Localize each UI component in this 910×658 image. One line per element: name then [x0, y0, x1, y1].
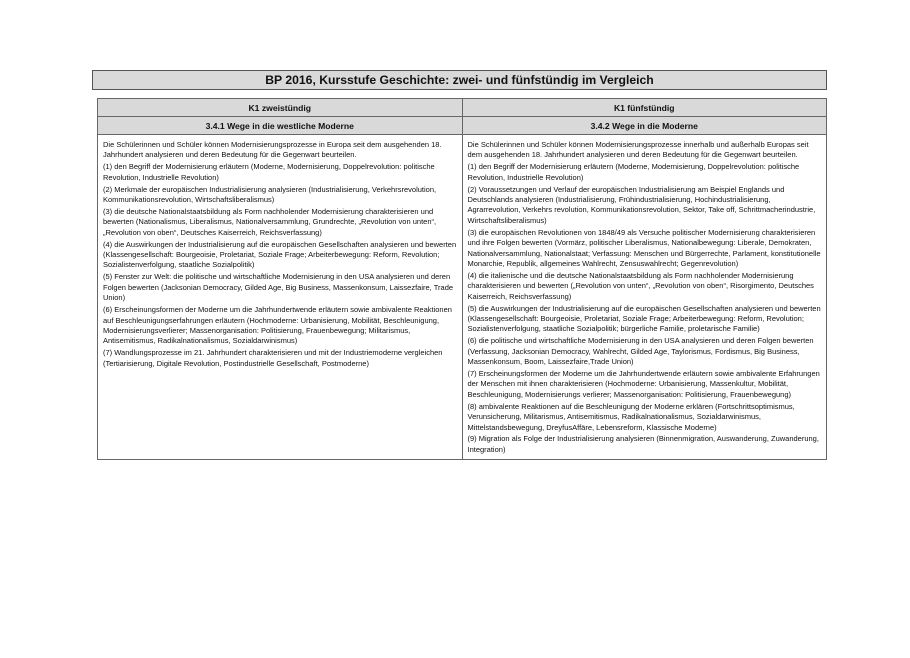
left-intro: Die Schülerinnen und Schüler können Modernisierungsprozesse in Europa seit dem ausgehenden 18. Jahrhundert analysieren und deren Bedeutung für die Gegenwart beurteilen.: [103, 140, 442, 160]
left-item-7: (7) Wandlungsprozesse im 21. Jahrhundert charakterisieren und mit der Industriemoderne vergleichen (Tertiarisierung, Digitale Revolution, Postindustrielle Gesellschaft, Postmoderne): [103, 348, 443, 368]
right-content-cell: [462, 135, 827, 460]
left-item-5: (5) Fenster zur Welt: die politische und wirtschaftliche Modernisierung in den USA analysieren und deren Folgen bewerten (Jacksonian Democracy, Gilded Age, Big Business, Massenkonsum, Laissezfaire, Trade Union): [103, 272, 454, 303]
left-item-3: (3) die deutsche Nationalstaatsbildung als Form nachholender Modernisierung charakterisieren und bewerten (Nationalismus, Liberalismus, Nationalversammlung, Grundrechte, „Revolution von unten“, „Revolution von oben“, Deutsches Kaiserreich, Reichsverfassung): [103, 206, 437, 237]
left-item-1: (1) den Begriff der Modernisierung erläutern (Moderne, Modernisierung, Doppelrevolution: politische Revolution, Industrielle Revolution): [103, 162, 435, 182]
right-unit-header: 3.4.2 Wege in die Moderne: [462, 117, 827, 135]
left-content-cell: [98, 135, 463, 460]
course-header-row: [98, 99, 827, 117]
left-course-header: K1 zweistündig: [98, 99, 463, 117]
right-item-1: (1) den Begriff der Modernisierung erläutern (Moderne, Modernisierung, Doppelrevolution: politische Revolution, Industrielle Revolution): [467, 162, 800, 182]
right-item-5: (5) die Auswirkungen der Industrialisierung auf die europäischen Gesellschaften analysieren und bewerten (Klassengesellschaft: Bourgeoisie, Proletariat, Soziale Frage; Arbeiterbewegung: Reform, Revolution; Sozialistenverfolgung, staatliche Sozialpolitik; bürgerliche Familie, proletarische Familie): [467, 303, 821, 334]
right-item-7: (7) Erscheinungsformen der Moderne um die Jahrhundertwende erläutern sowie ambivalente Erfahrungen der Menschen mit ihnen charakterisieren (Hochmoderne: Urbanisierung, Massenkultur, Mobilität, Beschleunigung, Modernisierungs verlierer; Massenorganisation: Politisierung, Frauenbewegung): [467, 369, 820, 399]
left-item-4: (4) die Auswirkungen der Industrialisierung auf die europäischen Gesellschaften analysieren und bewerten (Klassengesellschaft: Bourgeoisie, Proletariat, Soziale Frage; Arbeiterbewegung: Reform, Revolution; Sozialistenverfolgung, staatliche Sozialpolitik): [103, 239, 457, 270]
right-intro: Die Schülerinnen und Schüler können Modernisierungsprozesse innerhalb und außerhalb Europas seit dem ausgehenden 18. Jahrhundert analysieren und deren Bedeutung für die Gegenwart beurteilen.: [467, 140, 809, 160]
left-unit-header: 3.4.1 Wege in die westliche Moderne: [98, 117, 463, 135]
left-item-2: (2) Merkmale der europäischen Industrialisierung analysieren (Industrialisierung, Verkehrsrevolution, Kommunikationsrevolution, Wirtschaftsliberalismus): [103, 184, 437, 205]
comparison-table: [97, 98, 827, 460]
document-title: BP 2016, Kursstufe Geschichte: zwei- und fünfstündig im Vergleich: [92, 70, 827, 90]
content-row: [98, 135, 827, 460]
unit-header-row: [98, 117, 827, 135]
right-item-2: (2) Voraussetzungen und Verlauf der europäischen Industrialisierung am Beispiel Englands und Deutschlands analysieren (Industrialisierung, Frühindustrialisierung, Hochindustrialisierung, Agrarrevolution, Verkehrs revolution, Kommunikationsrevolution, Sektor, Take off, Schrittmacherindustrie, Wirtschaftsliberalismus): [467, 184, 816, 225]
right-item-4: (4) die italienische und die deutsche Nationalstaatsbildung als Form nachholender Modernisierung charakterisieren und bewerten („Revolution von unten“, „Revolution von oben“, Risorgimento, Deutsches Kaiserreich, Reichsverfassung): [467, 270, 814, 301]
right-course-header: K1 fünfstündig: [462, 99, 827, 117]
right-item-3: (3) die europäischen Revolutionen von 1848/49 als Versuche politischer Modernisierung charakterisieren und ihre Folgen bewerten (Vormärz, politischer Liberalismus, Nationalbewegung: Liberale, Demokraten, Nationalversammlung, Nationalstaat; Verfassung: Menschen und Bürgerrechte, Parlament, konstitutionelle Monarchie, Republik, allgemeines Wahlrecht, Zensuswahlrecht; Gegenrevolution): [467, 227, 821, 268]
right-item-8: (8) ambivalente Reaktionen auf die Beschleunigung der Moderne erklären (Fortschrittsoptimismus, Verunsicherung, Militarismus, Antisemitismus, Radikalnationalismus, Sozialdarwinismus, Mittelstandsbewegung, DreyfusAffäre, Lebensreform, Klassische Moderne): [467, 401, 795, 432]
right-item-9: (9) Migration als Folge der Industrialisierung analysieren (Binnenmigration, Auswanderung, Zuwanderung, Integration): [467, 434, 819, 454]
left-item-6: (6) Erscheinungsformen der Moderne um die Jahrhundertwende erläutern sowie ambivalente Reaktionen auf Beschleunigungserfahrungen erläutern (Hochmoderne: Urbanisierung, Mobilität, Beschleunigung, Modernisierungsverlierer; Massenorganisation: Politisierung, Frauenbewegung; Militarismus, Antisemitismus, Radikalnationalismus, Sozialdarwinismus): [103, 305, 452, 346]
right-item-6: (6) die politische und wirtschaftliche Modernisierung in den USA analysieren und deren Folgen bewerten (Verfassung, Jacksonian Democracy, Wahlrecht, Gilded Age, Taylorismus, Fordismus, Big Business, Massenkonsum, Boom, Laissezfaire,Trade Union): [467, 336, 814, 367]
